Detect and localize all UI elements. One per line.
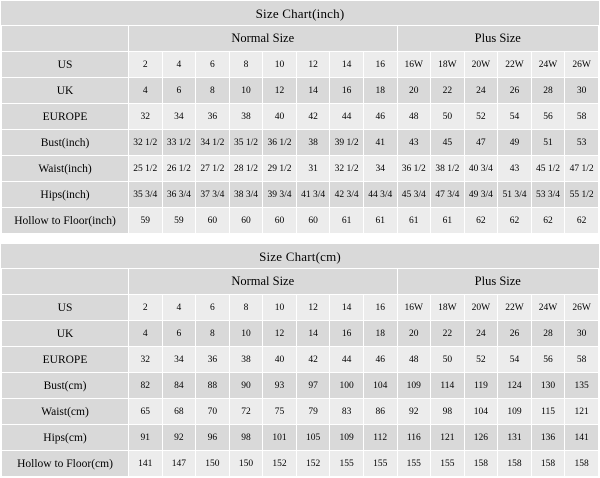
cell: 30 — [565, 321, 599, 347]
cell: 93 — [263, 373, 297, 399]
cell: 52 — [464, 347, 498, 373]
cell: 65 — [129, 399, 163, 425]
cell: 45 — [431, 130, 465, 156]
group-header-blank-inch — [2, 26, 129, 52]
cell: 152 — [263, 451, 297, 477]
cell: 150 — [229, 451, 263, 477]
row-label-hollow-to-floor-cm: Hollow to Floor(cm) — [2, 451, 129, 477]
cell: 158 — [464, 451, 498, 477]
group-header-normal-inch: Normal Size — [129, 26, 398, 52]
row-label-hollow-to-floor-inch: Hollow to Floor(inch) — [2, 208, 129, 234]
cell: 155 — [397, 451, 431, 477]
table-row — [2, 399, 599, 425]
cell: 62 — [464, 208, 498, 234]
table-row — [2, 208, 599, 234]
chart-divider — [0, 235, 600, 243]
cell: 6 — [196, 295, 230, 321]
cell: 46 — [363, 104, 397, 130]
cell: 42 — [296, 104, 330, 130]
cell: 22 — [431, 321, 465, 347]
cell: 26 — [498, 78, 532, 104]
cell: 42 3/4 — [330, 182, 364, 208]
cell: 135 — [565, 373, 599, 399]
cell: 48 — [397, 347, 431, 373]
cell: 141 — [565, 425, 599, 451]
group-header-normal-cm: Normal Size — [129, 269, 398, 295]
cell: 56 — [531, 104, 565, 130]
table-row — [2, 373, 599, 399]
cell: 28 — [531, 78, 565, 104]
cell: 90 — [229, 373, 263, 399]
cell: 92 — [397, 399, 431, 425]
table-row — [2, 425, 599, 451]
cell: 158 — [565, 451, 599, 477]
cell: 27 1/2 — [196, 156, 230, 182]
cell: 158 — [498, 451, 532, 477]
cell: 25 1/2 — [129, 156, 163, 182]
cell: 109 — [330, 425, 364, 451]
table-row — [2, 130, 599, 156]
chart-title-cm: Size Chart(cm) — [259, 249, 341, 264]
cell: 53 — [565, 130, 599, 156]
cell: 14 — [296, 78, 330, 104]
cell: 91 — [129, 425, 163, 451]
cell: 30 — [565, 78, 599, 104]
cell: 61 — [431, 208, 465, 234]
cell: 58 — [565, 104, 599, 130]
cell: 8 — [229, 295, 263, 321]
cell: 2 — [129, 52, 163, 78]
cell: 53 3/4 — [531, 182, 565, 208]
cell: 36 — [196, 104, 230, 130]
cell: 50 — [431, 104, 465, 130]
cell: 20W — [464, 52, 498, 78]
cell: 10 — [263, 52, 297, 78]
cell: 37 3/4 — [196, 182, 230, 208]
chart-title-inch: Size Chart(inch) — [255, 6, 345, 21]
cell: 119 — [464, 373, 498, 399]
cell: 20 — [397, 321, 431, 347]
cell: 4 — [162, 52, 196, 78]
cell: 16 — [330, 78, 364, 104]
cell: 26 — [498, 321, 532, 347]
cell: 42 — [296, 347, 330, 373]
cell: 4 — [129, 78, 163, 104]
cell: 79 — [296, 399, 330, 425]
cell: 47 1/2 — [565, 156, 599, 182]
cell: 18 — [363, 78, 397, 104]
cell: 29 1/2 — [263, 156, 297, 182]
cell: 131 — [498, 425, 532, 451]
cell: 18W — [431, 52, 465, 78]
cell: 97 — [296, 373, 330, 399]
cell: 56 — [531, 347, 565, 373]
row-label-uk-cm: UK — [2, 321, 129, 347]
cell: 32 — [129, 104, 163, 130]
cell: 130 — [531, 373, 565, 399]
table-row — [2, 156, 599, 182]
cell: 12 — [263, 321, 297, 347]
table-row — [2, 182, 599, 208]
cell: 88 — [196, 373, 230, 399]
cell: 14 — [296, 321, 330, 347]
cell: 115 — [531, 399, 565, 425]
cell: 158 — [531, 451, 565, 477]
cell: 22 — [431, 78, 465, 104]
cell: 28 1/2 — [229, 156, 263, 182]
cell: 51 3/4 — [498, 182, 532, 208]
cell: 51 — [531, 130, 565, 156]
cell: 40 — [263, 347, 297, 373]
cell: 136 — [531, 425, 565, 451]
cell: 121 — [431, 425, 465, 451]
cell: 60 — [229, 208, 263, 234]
row-label-europe-inch: EUROPE — [2, 104, 129, 130]
cell: 14 — [330, 52, 364, 78]
cell: 60 — [263, 208, 297, 234]
cell: 109 — [397, 373, 431, 399]
cell: 155 — [363, 451, 397, 477]
cell: 72 — [229, 399, 263, 425]
cell: 22W — [498, 295, 532, 321]
cell: 45 1/2 — [531, 156, 565, 182]
cell: 8 — [196, 78, 230, 104]
cell: 43 — [397, 130, 431, 156]
cell: 38 — [229, 347, 263, 373]
group-header-plus-cm: Plus Size — [397, 269, 599, 295]
group-header-row-cm — [2, 269, 599, 295]
cell: 54 — [498, 104, 532, 130]
cell: 6 — [196, 52, 230, 78]
cell: 8 — [196, 321, 230, 347]
cell: 47 — [464, 130, 498, 156]
cell: 31 — [296, 156, 330, 182]
cell: 38 — [296, 130, 330, 156]
cell: 155 — [431, 451, 465, 477]
cell: 60 — [296, 208, 330, 234]
cell: 40 — [263, 104, 297, 130]
row-label-europe-cm: EUROPE — [2, 347, 129, 373]
group-header-plus-inch: Plus Size — [397, 26, 599, 52]
cell: 44 3/4 — [363, 182, 397, 208]
cell: 50 — [431, 347, 465, 373]
cell: 12 — [296, 52, 330, 78]
cell: 35 3/4 — [129, 182, 163, 208]
cell: 62 — [531, 208, 565, 234]
cell: 104 — [464, 399, 498, 425]
table-row — [2, 104, 599, 130]
cell: 39 1/2 — [330, 130, 364, 156]
group-header-row-inch — [2, 26, 599, 52]
cell: 26W — [565, 52, 599, 78]
cell: 36 1/2 — [397, 156, 431, 182]
cell: 34 — [162, 104, 196, 130]
cell: 126 — [464, 425, 498, 451]
cell: 68 — [162, 399, 196, 425]
table-row — [2, 295, 599, 321]
cell: 46 — [363, 347, 397, 373]
cell: 16W — [397, 295, 431, 321]
cell: 48 — [397, 104, 431, 130]
cell: 26 1/2 — [162, 156, 196, 182]
cell: 83 — [330, 399, 364, 425]
row-label-hips-inch: Hips(inch) — [2, 182, 129, 208]
cell: 82 — [129, 373, 163, 399]
size-chart-inch — [0, 0, 600, 235]
cell: 86 — [363, 399, 397, 425]
cell: 92 — [162, 425, 196, 451]
cell: 49 — [498, 130, 532, 156]
cell: 152 — [296, 451, 330, 477]
cell: 75 — [263, 399, 297, 425]
cell: 105 — [296, 425, 330, 451]
cell: 36 3/4 — [162, 182, 196, 208]
size-table-cm-body — [2, 269, 599, 477]
cell: 38 3/4 — [229, 182, 263, 208]
cell: 28 — [531, 321, 565, 347]
cell: 10 — [263, 295, 297, 321]
row-label-uk-inch: UK — [2, 78, 129, 104]
cell: 112 — [363, 425, 397, 451]
cell: 59 — [162, 208, 196, 234]
cell: 24 — [464, 78, 498, 104]
cell: 109 — [498, 399, 532, 425]
cell: 121 — [565, 399, 599, 425]
row-label-waist-cm: Waist(cm) — [2, 399, 129, 425]
cell: 24W — [531, 52, 565, 78]
cell: 14 — [330, 295, 364, 321]
cell: 59 — [129, 208, 163, 234]
cell: 34 — [363, 156, 397, 182]
cell: 4 — [129, 321, 163, 347]
cell: 150 — [196, 451, 230, 477]
cell: 62 — [498, 208, 532, 234]
cell: 33 1/2 — [162, 130, 196, 156]
cell: 41 — [363, 130, 397, 156]
cell: 10 — [229, 321, 263, 347]
cell: 70 — [196, 399, 230, 425]
cell: 16 — [330, 321, 364, 347]
cell: 54 — [498, 347, 532, 373]
cell: 8 — [229, 52, 263, 78]
row-label-bust-cm: Bust(cm) — [2, 373, 129, 399]
group-header-blank-cm — [2, 269, 129, 295]
size-table-inch-body — [2, 26, 599, 234]
cell: 36 — [196, 347, 230, 373]
row-label-us-cm: US — [2, 295, 129, 321]
cell: 116 — [397, 425, 431, 451]
cell: 49 3/4 — [464, 182, 498, 208]
row-label-waist-inch: Waist(inch) — [2, 156, 129, 182]
cell: 44 — [330, 347, 364, 373]
cell: 124 — [498, 373, 532, 399]
cell: 18 — [363, 321, 397, 347]
cell: 24W — [531, 295, 565, 321]
cell: 43 — [498, 156, 532, 182]
size-table-inch — [1, 25, 599, 234]
cell: 32 — [129, 347, 163, 373]
cell: 58 — [565, 347, 599, 373]
cell: 32 1/2 — [330, 156, 364, 182]
cell: 100 — [330, 373, 364, 399]
cell: 26W — [565, 295, 599, 321]
cell: 2 — [129, 295, 163, 321]
row-label-bust-inch: Bust(inch) — [2, 130, 129, 156]
cell: 40 3/4 — [464, 156, 498, 182]
cell: 38 1/2 — [431, 156, 465, 182]
cell: 44 — [330, 104, 364, 130]
cell: 32 1/2 — [129, 130, 163, 156]
cell: 24 — [464, 321, 498, 347]
cell: 98 — [431, 399, 465, 425]
cell: 10 — [229, 78, 263, 104]
table-row — [2, 321, 599, 347]
cell: 16W — [397, 52, 431, 78]
cell: 34 1/2 — [196, 130, 230, 156]
cell: 18W — [431, 295, 465, 321]
table-row — [2, 347, 599, 373]
cell: 62 — [565, 208, 599, 234]
cell: 141 — [129, 451, 163, 477]
cell: 36 1/2 — [263, 130, 297, 156]
cell: 34 — [162, 347, 196, 373]
cell: 61 — [330, 208, 364, 234]
cell: 61 — [397, 208, 431, 234]
size-table-cm — [1, 268, 599, 477]
cell: 84 — [162, 373, 196, 399]
cell: 98 — [229, 425, 263, 451]
cell: 47 3/4 — [431, 182, 465, 208]
cell: 6 — [162, 321, 196, 347]
cell: 16 — [363, 52, 397, 78]
cell: 45 3/4 — [397, 182, 431, 208]
size-chart-cm — [0, 243, 600, 478]
cell: 96 — [196, 425, 230, 451]
cell: 114 — [431, 373, 465, 399]
cell: 52 — [464, 104, 498, 130]
cell: 16 — [363, 295, 397, 321]
cell: 147 — [162, 451, 196, 477]
cell: 20W — [464, 295, 498, 321]
cell: 22W — [498, 52, 532, 78]
cell: 155 — [330, 451, 364, 477]
cell: 4 — [162, 295, 196, 321]
table-row — [2, 78, 599, 104]
cell: 101 — [263, 425, 297, 451]
row-label-hips-cm: Hips(cm) — [2, 425, 129, 451]
cell: 39 3/4 — [263, 182, 297, 208]
cell: 104 — [363, 373, 397, 399]
cell: 60 — [196, 208, 230, 234]
cell: 41 3/4 — [296, 182, 330, 208]
row-label-us-inch: US — [2, 52, 129, 78]
cell: 20 — [397, 78, 431, 104]
cell: 38 — [229, 104, 263, 130]
cell: 35 1/2 — [229, 130, 263, 156]
cell: 61 — [363, 208, 397, 234]
cell: 6 — [162, 78, 196, 104]
cell: 12 — [263, 78, 297, 104]
cell: 55 1/2 — [565, 182, 599, 208]
cell: 12 — [296, 295, 330, 321]
table-row — [2, 52, 599, 78]
